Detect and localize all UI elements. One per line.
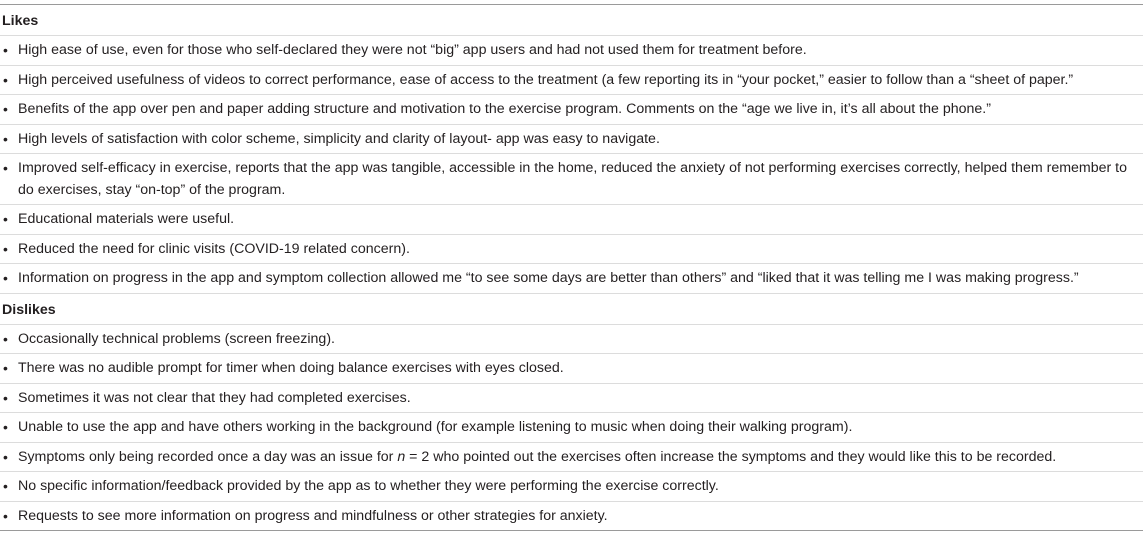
- list-item: [0, 66, 1143, 96]
- list-item-text: High levels of satisfaction with color scheme, simplicity and clarity of layout- app was easy to navigate.: [18, 130, 660, 147]
- list-item-text: Reduced the need for clinic visits (COVID-19 related concern).: [18, 240, 410, 257]
- bullet-icon: •: [3, 507, 8, 524]
- list-item: [0, 325, 1143, 355]
- list-item-text-italic: n: [397, 448, 406, 465]
- list-item: [0, 154, 1143, 205]
- bullet-icon: •: [3, 448, 8, 465]
- list-item-text: Sometimes it was not clear that they had completed exercises.: [18, 389, 411, 406]
- list-item: [0, 413, 1143, 443]
- list-item-text: No specific information/feedback provided by the app as to whether they were performing the exercise correctly.: [18, 478, 719, 494]
- list-item: [0, 235, 1143, 265]
- likes-heading: Likes: [0, 5, 1143, 36]
- list-item-text: Benefits of the app over pen and paper adding structure and motivation to the exercise program. Comments on the “age we live in, it’s all about the phone.”: [18, 101, 991, 117]
- list-item-text-part: Symptoms only being recorded once a day was an issue for: [18, 448, 398, 465]
- bullet-icon: •: [3, 360, 8, 376]
- feedback-table: [0, 4, 1143, 531]
- bullet-icon: •: [3, 211, 8, 227]
- bullet-icon: •: [3, 240, 8, 257]
- likes-section: [0, 5, 1143, 293]
- bullet-icon: •: [3, 389, 8, 406]
- list-item-text-part: = 2 who pointed out the exercises often increase the symptoms and they would like this to be recorded.: [405, 448, 1057, 465]
- list-item: [0, 95, 1143, 125]
- list-item-text: Information on progress in the app and symptom collection allowed me “to see some days are better than others” and “liked that it was telling me I was making progress.”: [18, 270, 1079, 286]
- bullet-icon: •: [3, 478, 8, 494]
- list-item: [0, 36, 1143, 66]
- list-item: [0, 264, 1143, 293]
- bullet-icon: •: [3, 42, 8, 58]
- list-item: [0, 472, 1143, 502]
- list-item-text: High ease of use, even for those who self-declared they were not “big” app users and had not used them for treatment before.: [18, 42, 807, 58]
- dislikes-heading: Dislikes: [0, 294, 1143, 325]
- bullet-icon: •: [3, 160, 8, 176]
- list-item-text: Occasionally technical problems (screen freezing).: [18, 330, 335, 347]
- list-item: [0, 384, 1143, 414]
- bullet-icon: •: [3, 419, 8, 435]
- list-item-text: Requests to see more information on progress and mindfulness or other strategies for anxiety.: [18, 507, 608, 524]
- bullet-icon: •: [3, 130, 8, 147]
- likes-list: [0, 36, 1143, 293]
- list-item: [0, 502, 1143, 531]
- dislikes-section: [0, 293, 1143, 531]
- bullet-icon: •: [3, 270, 8, 286]
- list-item-text: Unable to use the app and have others working in the background (for example listening to music when doing their walking program).: [18, 419, 853, 435]
- list-item-text: Improved self-efficacy in exercise, reports that the app was tangible, accessible in the home, reduced the anxiety of not performing exercises correctly, helped them remember to do exercises, stay “on-top” of the program.: [18, 160, 1128, 198]
- list-item-text: High perceived usefulness of videos to correct performance, ease of access to the treatment (a few reporting its in “your pocket,” easier to follow than a “sheet of paper.”: [18, 71, 1074, 88]
- list-item-text: Educational materials were useful.: [18, 211, 235, 227]
- bullet-icon: •: [3, 330, 8, 347]
- list-item: [0, 354, 1143, 384]
- list-item: [0, 125, 1143, 155]
- dislikes-list: [0, 325, 1143, 531]
- list-item: [0, 443, 1143, 473]
- list-item: [0, 205, 1143, 235]
- list-item-text: There was no audible prompt for timer when doing balance exercises with eyes closed.: [18, 360, 564, 376]
- bullet-icon: •: [3, 71, 8, 88]
- bullet-icon: •: [3, 101, 8, 117]
- list-item-text: [18, 447, 1133, 469]
